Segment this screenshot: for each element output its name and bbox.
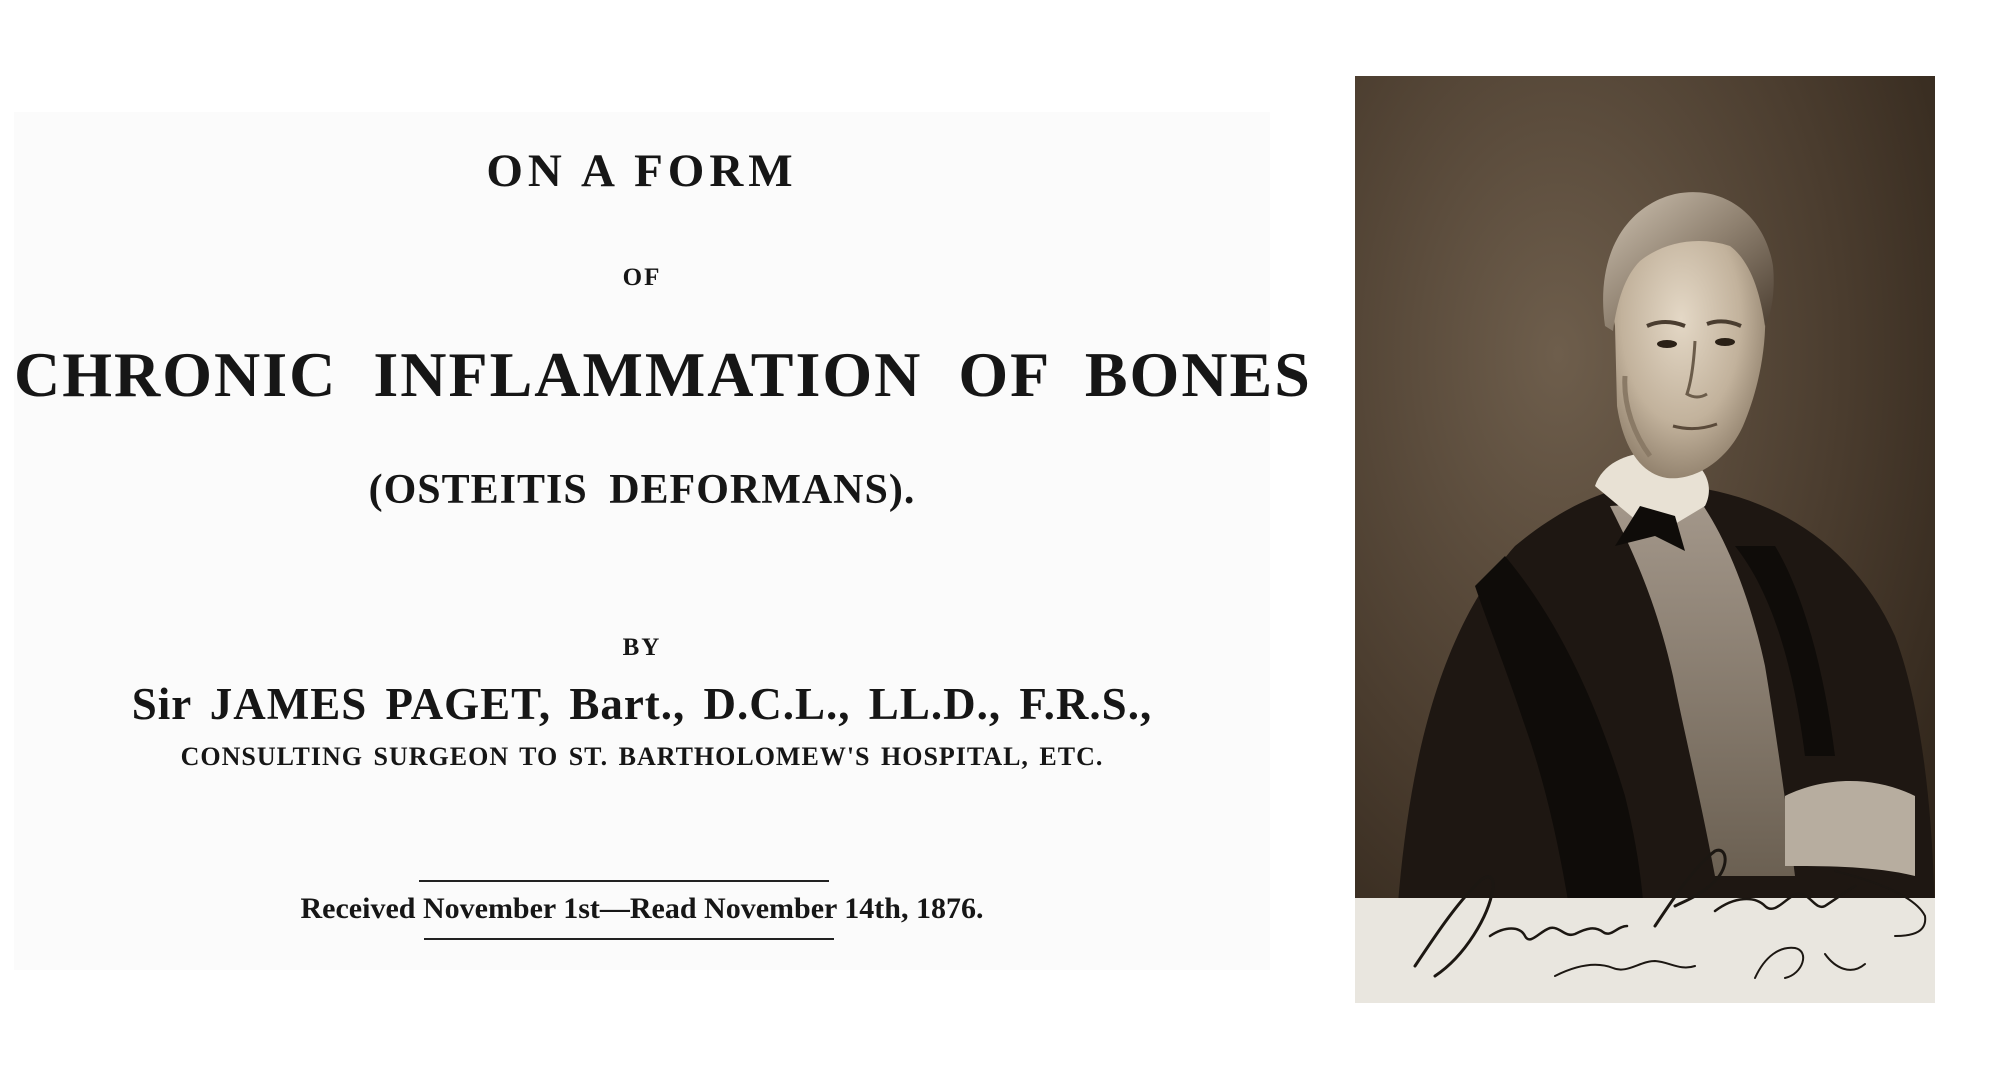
subtitle: (OSTEITIS DEFORMANS). [368,467,916,513]
title-line-of: OF [622,264,662,291]
by-line: BY [622,634,662,661]
received-line: Received November 1st—Read November 14th, 1876. [300,892,984,925]
portrait-photograph [1355,76,1935,1003]
signature-strip [1355,898,1935,1003]
title-page [14,112,1312,970]
rule-bottom-divider [424,938,834,940]
title-line-on-a-form: ON A FORM [486,145,798,197]
main-title: CHRONIC INFLAMMATION OF BONES [14,339,1312,410]
author-line: Sir JAMES PAGET, Bart., D.C.L., LL.D., F.R.S., [131,679,1153,729]
rule-top-divider [419,880,829,882]
affiliation-line: CONSULTING SURGEON TO ST. BARTHOLOMEW'S HOSPITAL, ETC. [180,742,1104,771]
portrait-illustration [1355,76,1935,1003]
